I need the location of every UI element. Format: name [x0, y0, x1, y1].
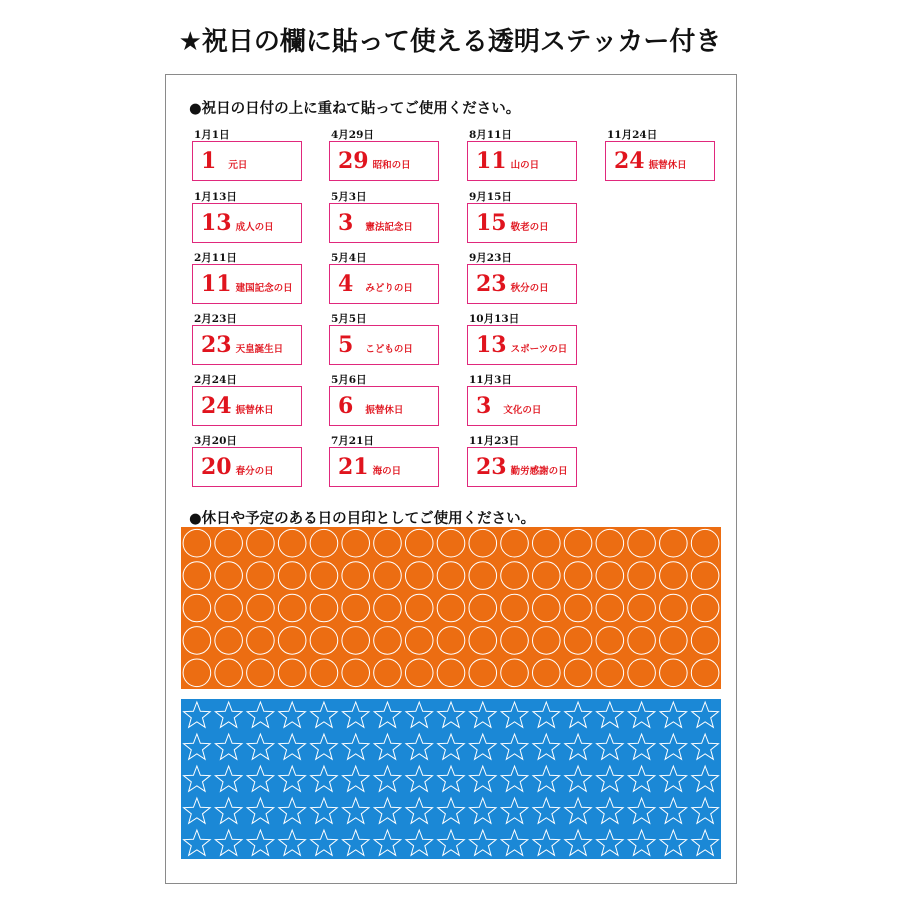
holiday-sticker-box — [192, 386, 302, 426]
holiday-sticker-box — [605, 141, 715, 181]
star-sticker — [469, 766, 496, 791]
holiday-name: 昭和の日 — [372, 160, 411, 171]
star-sticker — [597, 798, 624, 823]
circle-sticker — [501, 627, 529, 655]
star-sticker — [311, 734, 338, 759]
circle-sticker — [183, 529, 211, 557]
star-sticker — [438, 798, 465, 823]
holiday-sticker — [329, 311, 439, 369]
circle-sticker — [247, 627, 275, 655]
circle-sticker — [215, 529, 243, 557]
holiday-sticker — [192, 433, 302, 491]
star-sticker — [565, 702, 592, 727]
holiday-date-label: 2月11日 — [194, 252, 237, 264]
circle-sticker — [278, 529, 306, 557]
holiday-sticker-box — [467, 203, 577, 243]
star-sticker — [184, 830, 211, 855]
holiday-sticker-box — [192, 203, 302, 243]
star-sticker — [311, 830, 338, 855]
circle-sticker — [278, 594, 306, 622]
star-sticker — [184, 798, 211, 823]
holiday-date-label: 5月5日 — [331, 313, 367, 325]
holiday-name: 振替休日 — [365, 405, 404, 416]
star-sticker — [628, 702, 655, 727]
circle-sticker — [596, 659, 624, 687]
circle-sticker — [374, 659, 402, 687]
holiday-date-label: 1月1日 — [194, 129, 230, 141]
holiday-day-number: 24 — [201, 393, 232, 419]
circle-sticker — [215, 627, 243, 655]
holiday-name: 春分の日 — [235, 466, 274, 477]
holiday-date-label: 11月24日 — [607, 129, 658, 141]
star-sticker — [215, 734, 242, 759]
circle-sticker — [437, 659, 465, 687]
star-sticker-sheet — [181, 699, 721, 859]
circle-sticker — [564, 594, 592, 622]
star-sticker — [279, 702, 306, 727]
circle-stickers — [181, 527, 721, 689]
star-sticker — [438, 702, 465, 727]
holiday-sticker — [467, 433, 577, 491]
holiday-sticker — [605, 127, 715, 185]
star-sticker — [184, 702, 211, 727]
holiday-sticker-box — [192, 447, 302, 487]
holiday-day-number: 13 — [476, 332, 507, 358]
holiday-sticker-box — [467, 264, 577, 304]
holiday-instruction: ●祝日の日付の上に重ねて貼ってご使用ください。 — [189, 101, 521, 117]
holiday-day-number: 23 — [201, 332, 232, 358]
circle-sticker — [183, 659, 211, 687]
star-sticker — [469, 830, 496, 855]
star-sticker — [692, 798, 719, 823]
holiday-name: 元日 — [228, 160, 248, 171]
star-sticker — [215, 798, 242, 823]
star-sticker — [692, 734, 719, 759]
holiday-day-number: 3 — [338, 210, 354, 236]
holiday-sticker — [192, 250, 302, 308]
holiday-name: 建国記念の日 — [235, 283, 293, 294]
holiday-sticker-box — [467, 447, 577, 487]
circle-sticker — [564, 529, 592, 557]
circle-sticker — [501, 562, 529, 590]
star-sticker — [565, 734, 592, 759]
holiday-sticker-box — [329, 203, 439, 243]
circle-sticker — [469, 529, 497, 557]
circle-sticker — [310, 627, 338, 655]
holiday-day-number: 23 — [476, 454, 507, 480]
circle-sticker — [532, 529, 560, 557]
star-sticker — [311, 766, 338, 791]
holiday-name: 山の日 — [510, 160, 540, 171]
holiday-sticker-box — [192, 141, 302, 181]
star-sticker — [501, 702, 528, 727]
page-title: ★祝日の欄に貼って使える透明ステッカー付き — [178, 27, 722, 57]
star-sticker — [311, 798, 338, 823]
circle-sticker — [469, 659, 497, 687]
holiday-day-number: 21 — [338, 454, 369, 480]
sticker-sheet — [165, 74, 737, 884]
circle-sticker — [532, 562, 560, 590]
holiday-sticker-box — [329, 325, 439, 365]
circle-sticker — [310, 562, 338, 590]
holiday-sticker — [192, 127, 302, 185]
circle-sticker — [405, 562, 433, 590]
holiday-name: スポーツの日 — [510, 344, 568, 355]
holiday-sticker — [192, 311, 302, 369]
star-sticker — [311, 702, 338, 727]
circle-sticker — [469, 562, 497, 590]
holiday-date-label: 9月23日 — [469, 252, 512, 264]
star-sticker — [660, 830, 687, 855]
star-sticker — [501, 766, 528, 791]
circle-sticker — [596, 594, 624, 622]
circle-sticker — [342, 627, 370, 655]
star-sticker — [247, 734, 274, 759]
star-sticker — [597, 766, 624, 791]
marker-instruction: ●休日や予定のある日の目印としてご使用ください。 — [189, 511, 536, 527]
holiday-date-label: 11月23日 — [469, 435, 520, 447]
holiday-sticker-box — [467, 325, 577, 365]
star-sticker — [342, 702, 369, 727]
star-sticker — [660, 798, 687, 823]
circle-sticker — [342, 659, 370, 687]
holiday-day-number: 6 — [338, 393, 354, 419]
circle-sticker — [374, 627, 402, 655]
holiday-date-label: 5月4日 — [331, 252, 367, 264]
star-sticker — [215, 830, 242, 855]
circle-sticker — [405, 594, 433, 622]
holiday-date-label: 1月13日 — [194, 191, 237, 203]
holiday-sticker — [329, 189, 439, 247]
circle-sticker — [310, 659, 338, 687]
star-sticker — [279, 734, 306, 759]
circle-sticker — [215, 594, 243, 622]
star-sticker — [660, 734, 687, 759]
circle-sticker — [183, 562, 211, 590]
star-sticker — [406, 702, 433, 727]
circle-sticker — [183, 627, 211, 655]
holiday-name: 振替休日 — [235, 405, 274, 416]
holiday-day-number: 11 — [476, 148, 507, 174]
circle-sticker — [247, 529, 275, 557]
circle-sticker — [278, 659, 306, 687]
star-sticker — [660, 702, 687, 727]
holiday-name: 海の日 — [372, 466, 402, 477]
holiday-sticker-box — [467, 386, 577, 426]
circle-sticker — [660, 594, 688, 622]
holiday-name: こどもの日 — [365, 344, 413, 355]
star-sticker — [374, 766, 401, 791]
holiday-day-number: 13 — [201, 210, 232, 236]
star-sticker — [184, 766, 211, 791]
holiday-date-label: 4月29日 — [331, 129, 374, 141]
star-sticker — [501, 798, 528, 823]
circle-sticker — [247, 659, 275, 687]
circle-sticker — [278, 627, 306, 655]
star-sticker — [533, 702, 560, 727]
circle-sticker — [691, 594, 719, 622]
holiday-sticker — [467, 250, 577, 308]
star-sticker — [501, 830, 528, 855]
star-sticker — [565, 766, 592, 791]
star-sticker — [501, 734, 528, 759]
holiday-sticker-box — [192, 264, 302, 304]
circle-sticker — [469, 627, 497, 655]
holiday-date-label: 10月13日 — [469, 313, 520, 325]
star-sticker — [469, 702, 496, 727]
circle-sticker — [596, 627, 624, 655]
circle-sticker — [564, 627, 592, 655]
circle-sticker — [596, 562, 624, 590]
holiday-name: 憲法記念日 — [365, 222, 413, 233]
star-sticker — [406, 766, 433, 791]
holiday-name: 勤労感謝の日 — [510, 466, 568, 477]
star-sticker — [565, 798, 592, 823]
circle-sticker — [564, 562, 592, 590]
circle-sticker — [596, 529, 624, 557]
circle-sticker — [501, 659, 529, 687]
circle-sticker — [691, 529, 719, 557]
star-sticker — [597, 830, 624, 855]
star-sticker — [247, 766, 274, 791]
star-sticker — [628, 734, 655, 759]
circle-sticker — [310, 594, 338, 622]
holiday-name: 成人の日 — [235, 222, 274, 233]
star-stickers — [181, 699, 721, 859]
star-sticker — [279, 798, 306, 823]
star-sticker — [438, 830, 465, 855]
holiday-name: 振替休日 — [648, 160, 687, 171]
star-sticker — [533, 734, 560, 759]
circle-sticker — [628, 627, 656, 655]
holiday-date-label: 2月23日 — [194, 313, 237, 325]
circle-sticker — [532, 594, 560, 622]
star-sticker — [247, 798, 274, 823]
holiday-day-number: 11 — [201, 271, 232, 297]
star-sticker — [469, 734, 496, 759]
star-sticker — [342, 830, 369, 855]
holiday-day-number: 1 — [201, 148, 217, 174]
circle-sticker — [342, 529, 370, 557]
star-sticker — [469, 798, 496, 823]
star-sticker — [406, 798, 433, 823]
circle-sticker — [342, 594, 370, 622]
circle-sticker — [247, 562, 275, 590]
star-sticker — [406, 734, 433, 759]
holiday-sticker — [329, 250, 439, 308]
star-sticker — [247, 830, 274, 855]
circle-sticker — [501, 594, 529, 622]
star-sticker — [628, 830, 655, 855]
circle-sticker — [374, 529, 402, 557]
star-sticker — [342, 798, 369, 823]
holiday-sticker — [329, 127, 439, 185]
circle-sticker — [628, 529, 656, 557]
circle-sticker — [215, 562, 243, 590]
holiday-date-label: 5月6日 — [331, 374, 367, 386]
holiday-sticker — [192, 372, 302, 430]
holiday-date-label: 11月3日 — [469, 374, 512, 386]
star-sticker — [374, 830, 401, 855]
holiday-sticker — [467, 311, 577, 369]
holiday-day-number: 29 — [338, 148, 369, 174]
circle-sticker-sheet — [181, 527, 721, 689]
circle-sticker — [660, 627, 688, 655]
holiday-sticker — [467, 127, 577, 185]
holiday-date-label: 9月15日 — [469, 191, 512, 203]
circle-sticker — [278, 562, 306, 590]
holiday-sticker-box — [467, 141, 577, 181]
circle-sticker — [660, 659, 688, 687]
star-sticker — [215, 766, 242, 791]
circle-sticker — [405, 627, 433, 655]
star-sticker — [597, 702, 624, 727]
circle-sticker — [342, 562, 370, 590]
holiday-date-label: 2月24日 — [194, 374, 237, 386]
circle-sticker — [501, 529, 529, 557]
holiday-sticker — [329, 372, 439, 430]
circle-sticker — [532, 659, 560, 687]
star-sticker — [406, 830, 433, 855]
circle-sticker — [691, 627, 719, 655]
circle-sticker — [405, 529, 433, 557]
holiday-name: 文化の日 — [503, 405, 542, 416]
circle-sticker — [215, 659, 243, 687]
circle-sticker — [374, 594, 402, 622]
holiday-sticker-box — [329, 141, 439, 181]
holiday-day-number: 24 — [614, 148, 645, 174]
holiday-name: 敬老の日 — [510, 222, 549, 233]
star-sticker — [374, 798, 401, 823]
circle-sticker — [374, 562, 402, 590]
holiday-day-number: 4 — [338, 271, 354, 297]
star-sticker — [565, 830, 592, 855]
holiday-sticker-box — [329, 386, 439, 426]
star-sticker — [247, 702, 274, 727]
holiday-sticker — [467, 189, 577, 247]
holiday-name: みどりの日 — [365, 283, 413, 294]
star-sticker — [279, 830, 306, 855]
star-sticker — [342, 766, 369, 791]
star-sticker — [533, 830, 560, 855]
circle-sticker — [183, 594, 211, 622]
star-sticker — [628, 766, 655, 791]
holiday-name: 天皇誕生日 — [235, 344, 284, 355]
holiday-day-number: 15 — [476, 210, 507, 236]
star-sticker — [533, 798, 560, 823]
holiday-date-label: 7月21日 — [331, 435, 374, 447]
circle-sticker — [628, 659, 656, 687]
holiday-sticker — [329, 433, 439, 491]
circle-sticker — [660, 529, 688, 557]
star-sticker — [692, 702, 719, 727]
circle-sticker — [532, 627, 560, 655]
circle-sticker — [564, 659, 592, 687]
star-sticker — [184, 734, 211, 759]
circle-sticker — [469, 594, 497, 622]
circle-sticker — [660, 562, 688, 590]
star-sticker — [374, 702, 401, 727]
star-sticker — [692, 766, 719, 791]
star-sticker — [533, 766, 560, 791]
circle-sticker — [310, 529, 338, 557]
circle-sticker — [437, 529, 465, 557]
holiday-sticker-box — [329, 264, 439, 304]
star-sticker — [374, 734, 401, 759]
circle-sticker — [628, 594, 656, 622]
holiday-day-number: 3 — [476, 393, 492, 419]
holiday-sticker-box — [192, 325, 302, 365]
star-sticker — [342, 734, 369, 759]
circle-sticker — [437, 562, 465, 590]
star-sticker — [215, 702, 242, 727]
circle-sticker — [247, 594, 275, 622]
circle-sticker — [628, 562, 656, 590]
holiday-name: 秋分の日 — [510, 283, 549, 294]
holiday-sticker-box — [329, 447, 439, 487]
circle-sticker — [437, 627, 465, 655]
star-sticker — [597, 734, 624, 759]
star-sticker — [438, 734, 465, 759]
circle-sticker — [691, 659, 719, 687]
holiday-sticker — [192, 189, 302, 247]
circle-sticker — [437, 594, 465, 622]
holiday-sticker — [467, 372, 577, 430]
star-sticker — [660, 766, 687, 791]
circle-sticker — [405, 659, 433, 687]
holiday-day-number: 20 — [201, 454, 232, 480]
holiday-date-label: 3月20日 — [194, 435, 237, 447]
star-sticker — [628, 798, 655, 823]
star-sticker — [438, 766, 465, 791]
holiday-day-number: 5 — [338, 332, 354, 358]
holiday-day-number: 23 — [476, 271, 507, 297]
holiday-date-label: 5月3日 — [331, 191, 367, 203]
star-sticker — [279, 766, 306, 791]
star-sticker — [692, 830, 719, 855]
holiday-date-label: 8月11日 — [469, 129, 512, 141]
circle-sticker — [691, 562, 719, 590]
